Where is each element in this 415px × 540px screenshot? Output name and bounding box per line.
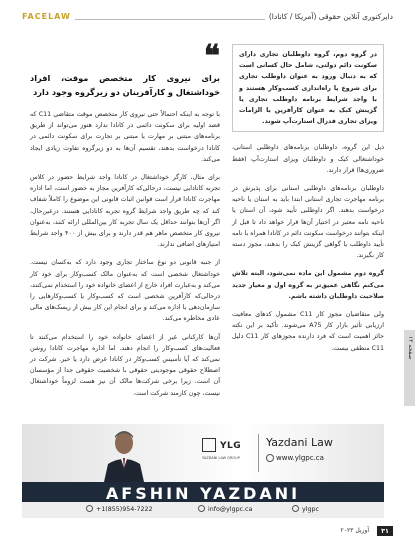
left-column [30,39,220,406]
paragraph: داوطلبان برنامه‌های داوطلبی استانی برای پذیرش در برنامه مهاجرت تجاری استانی ابتدا باید به استان یا ناحیه درخواست بدهند. اگر داوطلبی تأیید شود، آن استان یا ناحیه نامه معتبر در اختیار آن‌ها قرار خواهد داد تا قبل از اینکه بتوانند درخواست سکونت دائم در کانادا همراه با نامه تأیید داوطلب یا گواهی گزینش کبک را بدهند، مجوز دسته کار بگیرند. [232,185,384,260]
ad-divider [258,434,259,472]
page-header [0,0,415,34]
pull-quote: برای نیروی کار متخصص موقت، افراد خوداشتغال و کارآفرینان دو زیرگروه وجود دارد [30,73,220,97]
right-column [232,44,384,361]
quote-mark-icon: ❝ [203,39,220,74]
ad-person-name: AFSHIN YAZDANI [105,484,301,503]
paragraph: ذیل این گروه، داوطلبان برنامه‌های داوطلبی استانی، خوداشتغالی کبک و داوطلبان ویزای استارت‌آپ (فقط ضروری‌ها) قرار دارند. [232,144,384,174]
instagram-icon [292,505,299,512]
brand-label: FACELAW [22,12,75,21]
paragraph: از جنبه قانونی دو نوع ساختار تجاری وجود دارد که به‌کسان نیست. خوداشتغال شخصی است که به‌عنوان مالک کسب‌وکار برای خود کار می‌کند و به‌عبارت افراد خارج از اعضای خانواده خود را استخدام نمی‌کنند، درحالی‌که کارآفرین شخصی است که کسب‌وکار یا کسب‌وکارهایی را سازمان‌دهی یا اداره می‌کند و برای انجام این کار بیش از ریسک‌های مالی عادی مخاطره می‌کند. [30,259,220,323]
issue-date: آوریل ۲۰۲۳ [340,527,369,534]
logo-text: YLG [220,441,242,451]
side-tab-label: صفحه ۱۲ [407,336,414,360]
paragraph: آن‌ها کارکنانی غیر از اعضای خانواده خود را استخدام می‌کنند تا فعالیت‌های کسب‌وکار را انجام دهند. اما اداره مهاجرت کانادا روشن نمی‌کند که آیا تأسیس کسب‌وکار در کانادا غرض دارد یا خیر. شرکت در اصطلاح حقوقی موجودیتی حقوقی با شخصیت حقوقی جدا از مؤسسان آن است. زیرا برخی شرکت‌ها مالک آن نیز هست لزوماً خوداشتغال نیست، چون کارمند شرکت است. [30,333,220,397]
ad-contacts [22,504,384,518]
ylg-logo [202,438,246,468]
website-link[interactable]: www.ylgpc.ca [276,454,324,462]
firm-name: Yazdani Law [266,436,333,449]
ad-banner[interactable] [22,424,384,518]
paragraph: ولی متقاضیان مجوز کار C11 مشمول کدهای معافیت ارزیابی تأثیر بازار کار A75 می‌شوند. تأکید بر این نکته حائز اهمیت است که فرد دارنده مجوزهای کار C11 دلیل C11 منطقی نیست. [232,311,385,352]
email-icon [198,505,205,512]
intro-box: در گروه دوم، گروه داوطلبان تجاری دارای سکونت دائم دولتی، شامل حال کسانی است که به دنبال ورود به عنوان داوطلب تجاری برای شروع یا راه‌اندازی کسب‌وکار هستند و با واجد شرایط برنامه داوطلب تجاری یا گزینش کبک به عنوان کارآفرین با الزامات ویزای تجاری فدرال استارت‌آپ شوند. [232,44,384,132]
logo-mark-icon [202,438,216,452]
paragraph: گروه دوم مشمول این ماده نمی‌شود، البته تلاش می‌کنم نگاهی عمیق‌تر به گروه اول و معیار جدید صلاحیت داوطلبان داشته باشم. [232,270,384,300]
paragraph: با توجه به اینکه احتمالاً حتی نیروی کار متخصص موقت متقاضی C11 که قصد اولیه برای سکونت دائمی در کانادا ندارد هنوز می‌تواند از طریق برنامه‌های مبتنی بر مهارت یا مبتنی بر تجارت برای سکونت دائمی در کانادا درخواست بدهند، تقسیم آن‌ها به دو زیرگروه تفاوت زیادی ایجاد می‌کند. [30,111,220,163]
phone-icon [86,505,93,512]
email-address: info@ylgpc.ca [208,506,253,513]
phone-number: +1(855)954-7222 [96,506,153,513]
page-footer [0,524,415,538]
email-contact[interactable] [198,505,252,513]
globe-icon [266,454,274,462]
phone-contact[interactable] [86,505,153,513]
page-number: ۳۱ [377,526,393,536]
logo-subtext: YAZDANI LAW GROUP [202,456,240,460]
paragraph: برای مثال، کارگر خوداشتغال در کانادا واجد شرایط حضور در کلاس تجربه کانادایی نیست، درحالی‌که کارآفرین مجاز به حضور است، اما اداره مهاجرت کانادا قرار است قوانین اثبات قانونی این موضوع را کاملاً شفاف کند که چه طریق واجد شرایط گروه تجربه کانادایی هستند. درعین‌حال، اگر آن‌ها بتوانند حداقل یک سال تجربه کار بین‌المللی ارائه کنند، به‌عنوان نیروی کار متخصص ماهر هم قدر دارند و برای بیش از ۴۰۰ واجد شرایط امتیازهای اضافی ندارند. [30,174,220,249]
social-handle: ylgpc [302,506,319,513]
social-contact[interactable] [292,505,319,513]
portrait-image [100,428,148,482]
section-title: دایرکتوری آنلاین حقوقی (آمریکا / کانادا) [265,12,393,21]
